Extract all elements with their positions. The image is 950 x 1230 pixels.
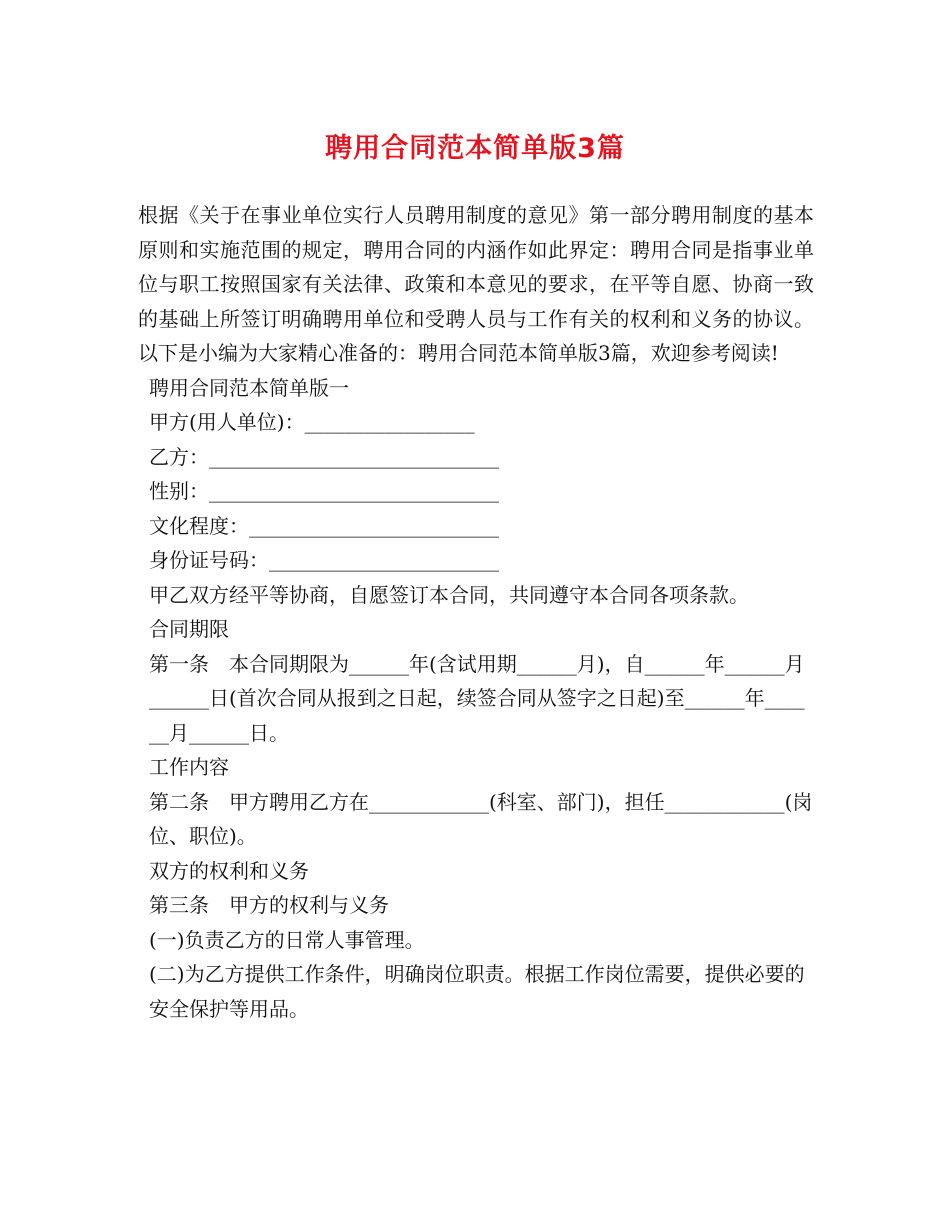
article-three-item-two: (二)为乙方提供工作条件，明确岗位职责。根据工作岗位需要，提供必要的安全保护等用品。 <box>149 962 805 1021</box>
section-heading-term: 合同期限 <box>149 617 229 641</box>
section-heading-work: 工作内容 <box>149 755 229 779</box>
document-title: 聘用合同范本简单版3篇 <box>325 133 625 164</box>
agreement-statement: 甲乙双方经平等协商，自愿签订本合同，共同遵守本合同各项条款。 <box>149 582 749 607</box>
article-two: 第二条 甲方聘用乙方在____________(科室、部门)，担任____________(岗位、职位)。 <box>149 789 813 848</box>
party-b-field: 乙方：_____________________________ <box>149 444 499 469</box>
section-heading-version-one: 聘用合同范本简单版一 <box>149 375 349 400</box>
article-one: 第一条 本合同期限为______年(含试用期______月)，自______年______月______日(首次合同从报到之日起，续签合同从签字之日起)至______年______月______日。 <box>149 651 805 745</box>
article-three-heading: 第三条 甲方的权利与义务 <box>149 893 389 917</box>
education-field: 文化程度：_________________________ <box>149 513 499 538</box>
gender-field: 性别：_____________________________ <box>149 479 499 503</box>
section-heading-rights: 双方的权利和义务 <box>149 858 309 883</box>
article-three-item-one: (一)负责乙方的日常人事管理。 <box>149 927 425 952</box>
party-a-field: 甲方(用人单位)：_________________ <box>149 410 475 434</box>
document-body <box>138 198 814 1026</box>
id-number-field: 身份证号码：_______________________ <box>149 548 499 572</box>
intro-paragraph: 根据《关于在事业单位实行人员聘用制度的意见》第一部分聘用制度的基本原则和实施范围的规定，聘用合同的内涵作如此界定：聘用合同是指事业单位与职工按照国家有关法律、政策和本意见的要求，在平等自愿、协商一致的基础上所签订明确聘用单位和受聘人员与工作有关的权利和义务的协议。以下是小编为大家精心准备的：聘用合同范本简单版3篇，欢迎参考阅读! <box>138 203 814 365</box>
